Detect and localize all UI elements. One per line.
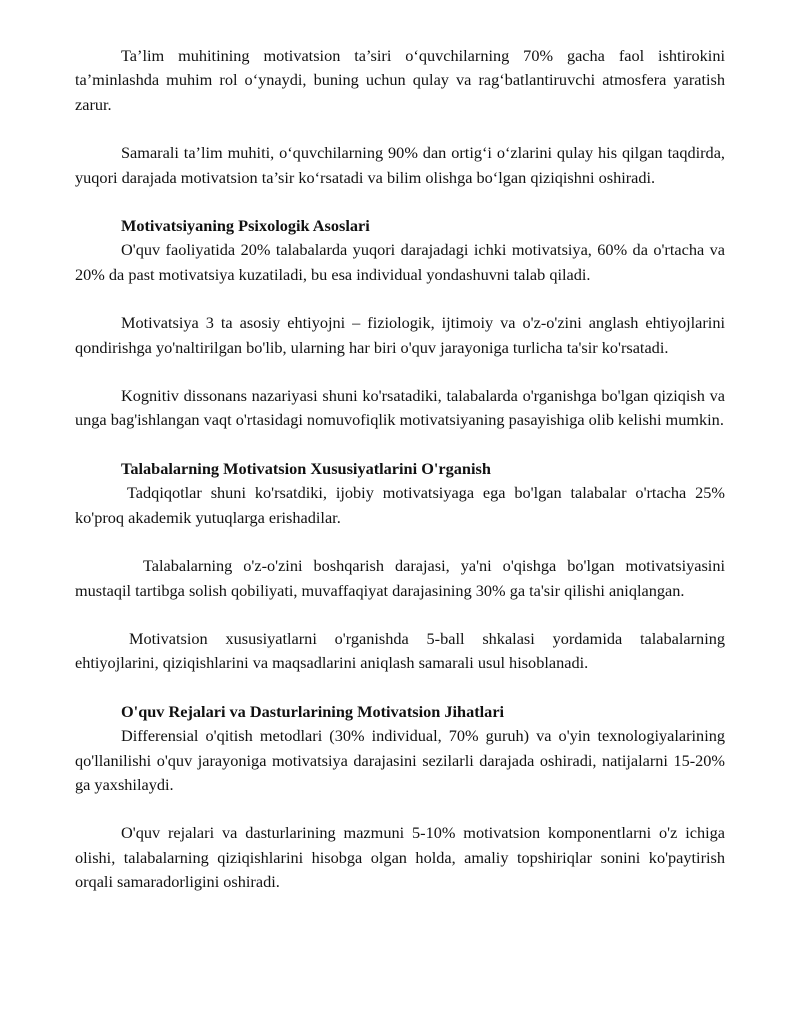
document-page: [75, 44, 725, 919]
section2-paragraph-2: Talabalarning o'z-o'zini boshqarish darajasi, ya'ni o'qishga bo'lgan motivatsiyasini mustaqil tartibga solish qobiliyati, muvaffaqiyat darajasining 30% ga ta'sir qilishi aniqlangan.: [75, 556, 725, 600]
section-heading-psixologik-asoslari: Motivatsiyaning Psixologik Asoslari: [121, 216, 370, 236]
section1-paragraph-1: O'quv faoliyatida 20% talabalarda yuqori darajadagi ichki motivatsiya, 60% da o'rtacha va 20% da past motivatsiya kuzatiladi, bu esa individual yondashuvni talab qiladi.: [75, 240, 725, 284]
section2-paragraph-3: Motivatsion xususiyatlarni o'rganishda 5-ball shkalasi yordamida talabalarning ehtiyojlarini, qiziqishlarini va maqsadlarini aniqlash samarali usul hisoblanadi.: [75, 628, 725, 673]
section1-paragraph-3: Kognitiv dissonans nazariyasi shuni ko'rsatadiki, talabalarda o'rganishga bo'lgan qiziqish va unga bag'ishlangan vaqt o'rtasidagi nomuvofiqlik motivatsiyaning pasayishiga olib kelishi mumkin.: [75, 386, 725, 430]
section-heading-oquv-rejalari: O'quv Rejalari va Dasturlarining Motivatsion Jihatlari: [121, 701, 505, 721]
intro-paragraph-2: Samarali ta’lim muhiti, o‘quvchilarning 90% dan ortig‘i o‘zlarini qulay his qilgan taqdirda, yuqori darajada motivatsion ta’sir ko‘rsatadi va bilim olishga bo‘lgan qiziqishni oshiradi.: [75, 143, 725, 187]
intro-paragraph-1: Ta’lim muhitining motivatsion ta’siri o‘quvchilarning 70% gacha faol ishtirokini ta’minlashda muhim rol o‘ynaydi, buning uchun qulay va rag‘batlantiruvchi atmosfera yaratish zarur.: [75, 46, 725, 114]
section3-paragraph-2: O'quv rejalari va dasturlarining mazmuni 5-10% motivatsion komponentlarni o'z ichiga olishi, talabalarning qiziqishlarini hisobga olgan holda, amaliy topshiriqlar sonini ko'paytirish orqali samaradorligini oshiradi.: [75, 823, 725, 892]
section3-paragraph-1: Differensial o'qitish metodlari (30% individual, 70% guruh) va o'yin texnologiyalarining qo'llanilishi o'quv jarayoniga motivatsiya darajasini sezilarli darajada oshiradi, natijalarni 15-20% ga yaxshilaydi.: [75, 726, 725, 794]
section1-paragraph-2: Motivatsiya 3 ta asosiy ehtiyojni – fiziologik, ijtimoiy va o'z-o'zini anglash ehtiyojlarini qondirishga yo'naltirilgan bo'lib, ularning har biri o'quv jarayoniga turlicha ta'sir ko'rsatadi.: [75, 313, 725, 357]
section2-paragraph-1: Tadqiqotlar shuni ko'rsatdiki, ijobiy motivatsiyaga ega bo'lgan talabalar o'rtacha 25% ko'proq akademik yutuqlarga erishadilar.: [75, 483, 725, 527]
section-heading-motivatsion-xususiyatlar: Talabalarning Motivatsion Xususiyatlarini O'rganish: [121, 458, 491, 478]
